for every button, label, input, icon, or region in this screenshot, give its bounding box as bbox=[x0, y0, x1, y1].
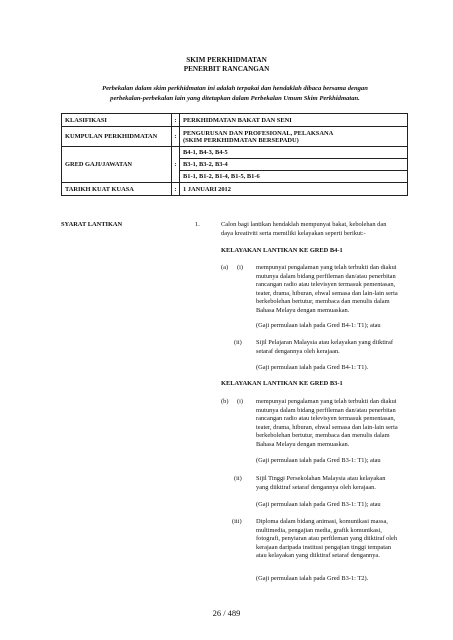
heading-gred-b3-1: KELAYAKAN LANTIKAN KE GRED B3-1 bbox=[221, 380, 343, 387]
colon: : bbox=[172, 114, 180, 127]
gred-row-1: B4-1, B4-3, B4-5 bbox=[180, 147, 408, 159]
label-b-ii: (ii) bbox=[234, 475, 242, 482]
paragraph-line: atau kelayakan yang diiktiraf setaraf dengannya. bbox=[256, 552, 380, 560]
paragraph-line: multimedia, pengajian media, grafik komunikasi, bbox=[256, 526, 382, 534]
intro-line2: perbekalan-perbekalan lain yang ditetapkan dalam Perbekalan Umum Skim Perkhidmatan. bbox=[110, 95, 360, 102]
gred-row-2: B3-1, B3-2, B3-4 bbox=[180, 159, 408, 171]
paragraph-line: mutunya dalam bidang perfileman dan/atau penerbitan bbox=[256, 272, 396, 280]
paragraph-line: setaraf dengannya oleh kerajaan. bbox=[256, 347, 340, 355]
item-text-line2: daya kreativiti serta memiliki kelayakan seperti berikut:- bbox=[221, 230, 366, 237]
paragraph-line: teater, drama, hiburan, ehwal semasa dan lain-lain serta bbox=[256, 423, 398, 431]
a-ii-text bbox=[256, 339, 407, 356]
page-number: 26 / 489 bbox=[212, 608, 241, 618]
klasifikasi-label: KLASIFIKASI bbox=[62, 114, 172, 127]
paragraph-line: Sijil Tinggi Persekolahan Malaysia atau kelayakan bbox=[256, 475, 386, 482]
paragraph-line: mempunyai pengalaman yang telah terbukti dan diakui bbox=[256, 398, 397, 405]
paragraph-line: Bahasa Melayu dengan memuaskan. bbox=[256, 440, 350, 448]
b-i-text bbox=[256, 398, 407, 450]
kumpulan-value bbox=[180, 127, 408, 147]
paragraph-line: rancangan radio atau televisyen termasuk pementasan, bbox=[256, 281, 396, 289]
syarat-lantikan-label: SYARAT LANTIKAN bbox=[61, 221, 123, 228]
a-i-text bbox=[256, 264, 407, 316]
gred-row-3: B1-1, B1-2, B1-4, B1-5, B1-6 bbox=[180, 171, 408, 183]
row-klasifikasi bbox=[62, 114, 408, 127]
label-b: (b) bbox=[221, 398, 229, 405]
doc-title-line1: SKIM PERKHIDMATAN bbox=[186, 56, 267, 64]
tarikh-value: 1 JANUARI 2012 bbox=[180, 183, 408, 196]
colon: : bbox=[172, 147, 180, 183]
tarikh-label: TARIKH KUAT KUASA bbox=[62, 183, 172, 196]
klasifikasi-value: PERKHIDMATAN BAKAT DAN SENI bbox=[180, 114, 408, 127]
intro-line1: Perbekalan dalam skim perkhidmatan ini adalah terpakai dan hendaklah dibaca bersama dengan bbox=[102, 85, 368, 92]
item-text-line1: Calon bagi lantikan hendaklah mempunyai bakat, kebolehan dan bbox=[221, 221, 387, 228]
paragraph-line: Bahasa Melayu dengan memuaskan. bbox=[256, 306, 350, 314]
a-i-salary: (Gaji permulaan ialah pada Gred B4-1: T1); atau bbox=[256, 322, 381, 329]
label-a: (a) bbox=[221, 264, 229, 271]
paragraph-line: Diploma dalam bidang animasi, komunikasi massa, bbox=[256, 518, 388, 525]
row-tarikh bbox=[62, 183, 408, 196]
paragraph-line: rancangan radio atau televisyen termasuk pementasan, bbox=[256, 415, 396, 423]
b-ii-salary: (Gaji permulaan ialah pada Gred B3-1: T1); atau bbox=[256, 501, 381, 508]
kumpulan-value-line2: (SKIM PERKHIDMATAN BERSEPADU) bbox=[183, 136, 299, 144]
paragraph-line: yang diiktiraf setaraf dengannya oleh kerajaan. bbox=[256, 483, 376, 491]
row-kumpulan bbox=[62, 127, 408, 147]
label-a-ii: (ii) bbox=[234, 339, 242, 346]
item-number: 1. bbox=[195, 221, 200, 228]
b-iii-salary: (Gaji permulaan ialah pada Gred B3-1: T2). bbox=[256, 575, 369, 582]
label-b-i: (i) bbox=[237, 398, 244, 405]
b-ii-text bbox=[256, 475, 407, 492]
gred-label: GRED GAJI/JAWATAN bbox=[62, 147, 172, 183]
row-gred-1 bbox=[62, 147, 408, 159]
paragraph-line: fotografi, penyiaran atau perfileman yang diiktiraf oleh bbox=[256, 535, 398, 543]
paragraph-line: kerajaan daripada institusi pengajian tinggi tempatan bbox=[256, 543, 392, 551]
label-b-iii: (iii) bbox=[232, 518, 242, 525]
kumpulan-value-line1: PENGURUSAN DAN PROFESIONAL, PELAKSANA bbox=[183, 129, 334, 137]
paragraph-line: mempunyai pengalaman yang telah terbukti dan diakui bbox=[256, 264, 397, 271]
doc-title-line2: PENERBIT RANCANGAN bbox=[183, 65, 270, 73]
colon: : bbox=[172, 127, 180, 147]
label-a-i: (i) bbox=[237, 264, 244, 271]
info-table bbox=[61, 113, 408, 196]
kumpulan-label: KUMPULAN PERKHIDMATAN bbox=[62, 127, 172, 147]
paragraph-line: Sijil Pelajaran Malaysia atau kelayakan yang diiktiraf bbox=[256, 339, 393, 346]
paragraph-line: berkebolehan bertutur, membaca dan menulis dalam bbox=[256, 432, 390, 440]
heading-gred-b4-1: KELAYAKAN LANTIKAN KE GRED B4-1 bbox=[221, 247, 343, 254]
b-i-salary: (Gaji permulaan ialah pada Gred B3-1: T1); atau bbox=[256, 457, 381, 464]
paragraph-line: berkebolehan bertutur, membaca dan menulis dalam bbox=[256, 298, 390, 306]
b-iii-text bbox=[256, 518, 407, 561]
a-ii-salary: (Gaji permulaan ialah pada Gred B4-1: T1). bbox=[256, 364, 369, 371]
paragraph-line: mutunya dalam bidang perfileman dan/atau penerbitan bbox=[256, 406, 396, 414]
paragraph-line: teater, drama, hiburan, ehwal semasa dan lain-lain serta bbox=[256, 289, 398, 297]
colon: : bbox=[172, 183, 180, 196]
